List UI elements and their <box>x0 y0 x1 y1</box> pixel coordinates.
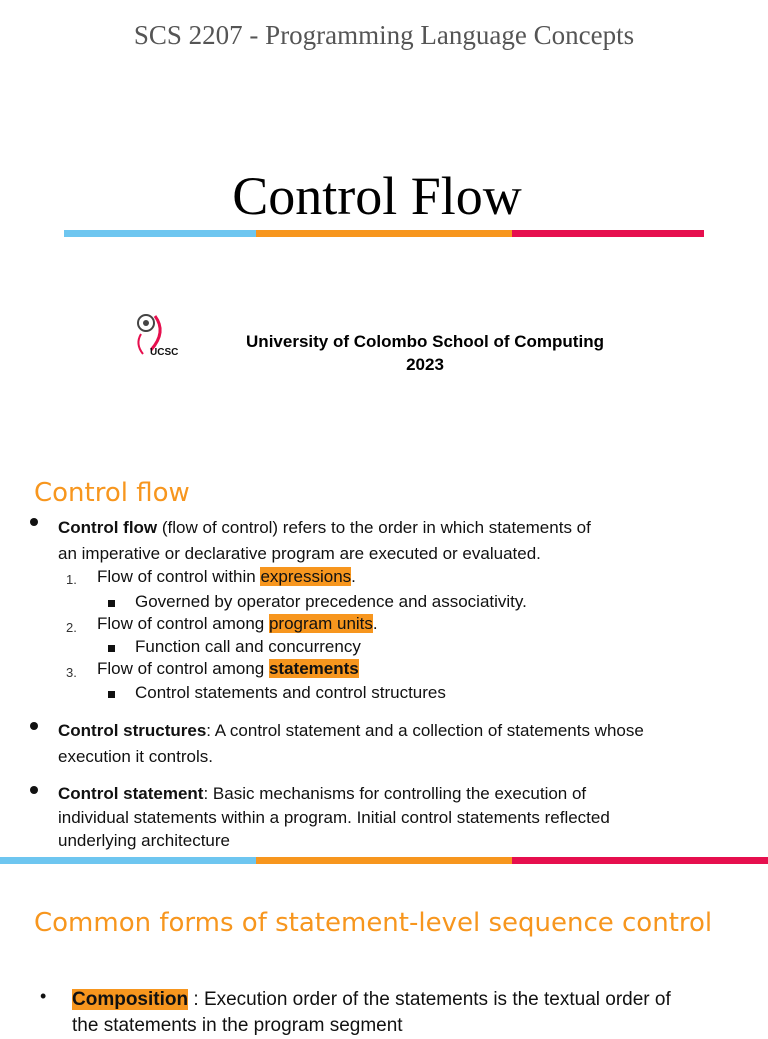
item-number: 2. <box>66 620 77 635</box>
slide-divider <box>0 857 768 864</box>
item-2: Flow of control among program units. <box>97 614 378 633</box>
square-bullet <box>108 600 115 607</box>
square-bullet <box>108 645 115 652</box>
title-divider <box>64 230 704 237</box>
item-3-sub: Control statements and control structures <box>135 683 446 702</box>
section-heading: Control flow <box>34 478 190 508</box>
slide-title: Control Flow <box>232 166 522 226</box>
item-3: Flow of control among statements <box>97 659 359 678</box>
logo-text: UCSC <box>150 347 179 358</box>
bullet-dot: • <box>40 986 47 1006</box>
item-1-sub: Governed by operator precedence and associativity. <box>135 592 527 611</box>
item-number: 1. <box>66 572 77 587</box>
item-number: 3. <box>66 665 77 680</box>
bullet-composition: Composition : Execution order of the statements is the textual order of the statements in the program segment <box>72 989 671 1036</box>
university-line: University of Colombo School of Computing <box>246 332 604 351</box>
bullet-dot <box>30 722 38 730</box>
year-line: 2023 <box>406 355 444 374</box>
bullet-control-flow: Control flow (flow of control) refers to the order in which statements of an imperative or declarative program are executed or evaluated. <box>58 518 591 563</box>
section-heading-2: Common forms of statement-level sequence control <box>34 908 713 938</box>
university-name <box>200 330 650 376</box>
bullet-control-statement: Control statement: Basic mechanisms for controlling the execution of individual statements within a program. Initial control statements reflected underlying architecture <box>58 784 610 850</box>
item-2-sub: Function call and concurrency <box>135 637 361 656</box>
square-bullet <box>108 691 115 698</box>
ucsc-logo <box>133 310 185 370</box>
item-1: Flow of control within expressions. <box>97 567 356 586</box>
bullet-dot <box>30 786 38 794</box>
bullet-control-structures: Control structures: A control statement and a collection of statements whose execution it controls. <box>58 721 644 766</box>
bullet-dot <box>30 518 38 526</box>
course-title: SCS 2207 - Programming Language Concepts <box>133 20 635 50</box>
